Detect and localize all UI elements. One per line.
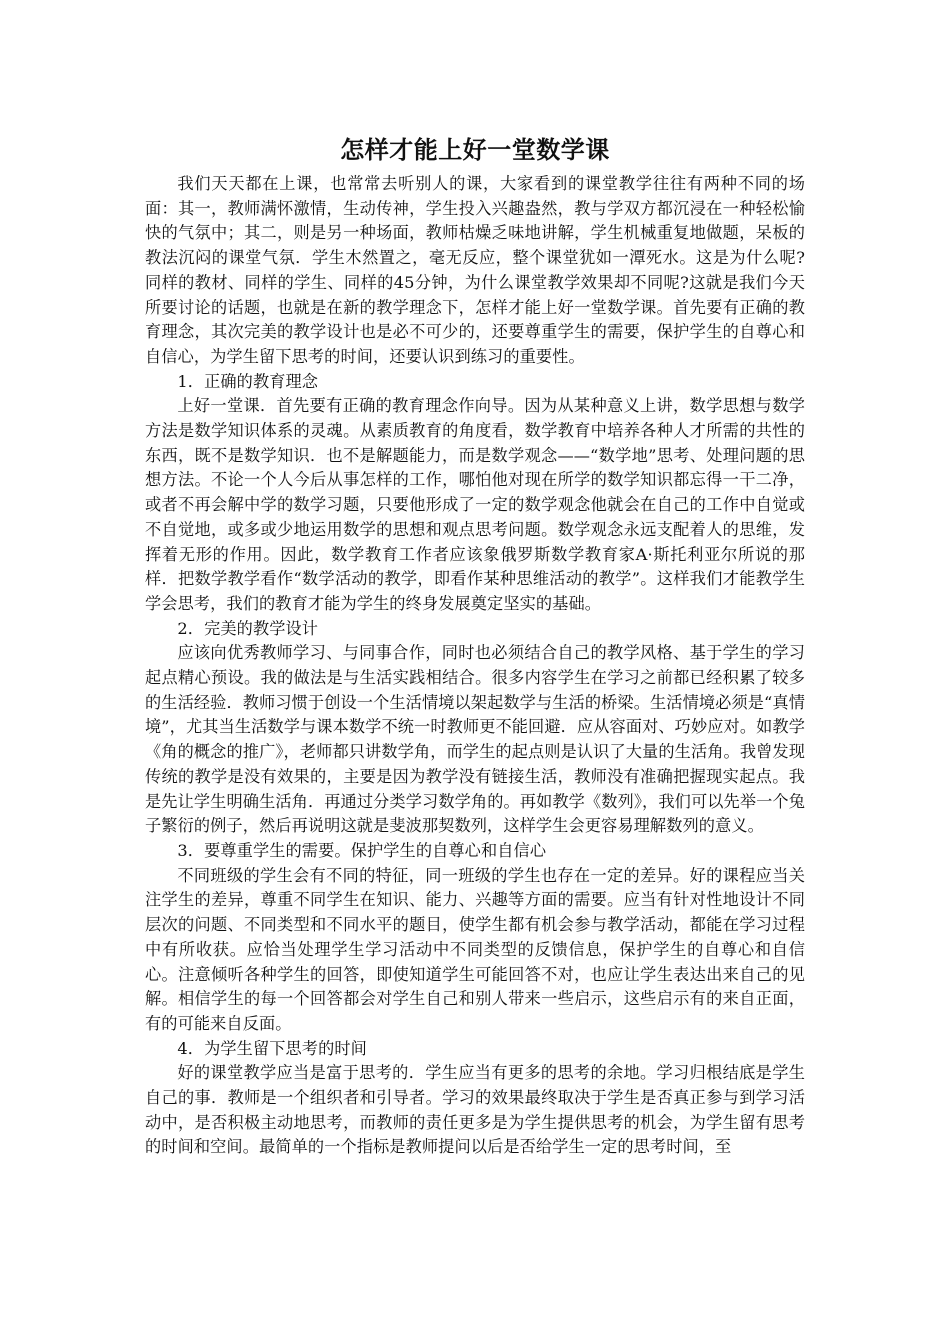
section-3-body: 不同班级的学生会有不同的特征，同一班级的学生也存在一定的差异。好的课程应当关注学生的差异，尊重不同学生在知识、能力、兴趣等方面的需要。应当有针对性地设计不同层次的问题、不同类型和不同水平的题目，使学生都有机会参与教学活动，都能在学习过程中有所收获。应恰当处理学生学习活动中不同类型的反馈信息，保护学生的自尊心和自信心。注意倾听各种学生的回答，即使知道学生可能回答不对，也应让学生表达出来自己的见解。相信学生的每一个回答都会对学生自己和别人带来一些启示，这些启示有的来自正面，有的可能来自反面。 <box>145 865 805 1033</box>
section-4-heading: 4．为学生留下思考的时间 <box>177 1038 367 1058</box>
document-page <box>145 132 805 1160</box>
section-2-heading: 2．完美的教学设计 <box>177 618 319 638</box>
section-1-body: 上好一堂课．首先要有正确的教育理念作向导。因为从某种意义上讲，数学思想与数学方法是数学知识体系的灵魂。从素质教育的角度看，数学教育中培养各种人才所需的共性的东西，既不是数学知识．也不是解题能力，而是数学观念——“数学地”思考、处理问题的思想方法。不论一个人今后从事怎样的工作，哪怕他对现在所学的数学知识都忘得一干二净，或者不再会解中学的数学习题，只要他形成了一定的数学观念他就会在自己的工作中自觉或不自觉地，或多或少地运用数学的思想和观点思考问题。数学观念永远支配着人的思维，发挥着无形的作用。因此，数学教育工作者应该象俄罗斯数学教育家A·斯托利亚尔所说的那样．把数学教学看作“数学活动的教学，即看作某种思维活动的教学”。这样我们才能教学生学会思考，我们的教育才能为学生的终身发展奠定坚实的基础。 <box>145 396 805 613</box>
section-4-body: 好的课堂教学应当是富于思考的．学生应当有更多的思考的余地。学习归根结底是学生自己的事．教师是一个组织者和引导者。学习的效果最终取决于学生是否真正参与到学习活动中，是否积极主动地思考，而教师的责任更多是为学生提供思考的机会，为学生留有思考的时间和空间。最简单的一个指标是教师提问以后是否给学生一定的思考时间，至 <box>145 1063 805 1157</box>
document-title: 怎样才能上好一堂数学课 <box>340 136 610 164</box>
intro-paragraph: 我们天天都在上课，也常常去听别人的课，大家看到的课堂教学往往有两种不同的场面：其一，教师满怀激情，生动传神，学生投入兴趣盎然，教与学双方都沉浸在一种轻松愉快的气氛中；其二，则是另一种场面，教师枯燥乏味地讲解，学生机械重复地做题，呆板的教法沉闷的课堂气氛．学生木然置之，毫无反应，整个课堂犹如一潭死水。这是为什么呢?同样的教材、同样的学生、同样的45分钟，为什么课堂教学效果却不同呢?这就是我们今天所要讨论的话题，也就是在新的教学理念下，怎样才能上好一堂数学课。首先要有正确的教育理念，其次完美的教学设计也是必不可少的，还要尊重学生的需要，保护学生的自尊心和自信心，为学生留下思考的时间，还要认识到练习的重要性。 <box>145 174 805 366</box>
section-3-heading: 3．要尊重学生的需要。保护学生的自尊心和自信心 <box>177 840 547 860</box>
section-2-body: 应该向优秀教师学习、与同事合作，同时也必须结合自己的教学风格、基于学生的学习起点精心预设。我的做法是与生活实践相结合。很多内容学生在学习之前都已经积累了较多的生活经验．教师习惯于创设一个生活情境以架起数学与生活的桥梁。生活情境必须是“真情境”，尤其当生活数学与课本数学不统一时教师更不能回避．应从容面对、巧妙应对。如教学《角的概念的推广》，老师都只讲数学角，而学生的起点则是认识了大量的生活角。我曾发现传统的教学是没有效果的，主要是因为教学没有链接生活，教师没有准确把握现实起点。我是先让学生明确生活角．再通过分类学习数学角的。再如教学《数列》，我们可以先举一个兔子繁衍的例子，然后再说明这就是斐波那契数列，这样学生会更容易理解数列的意义。 <box>145 643 805 836</box>
section-1-heading: 1．正确的教育理念 <box>177 371 319 391</box>
